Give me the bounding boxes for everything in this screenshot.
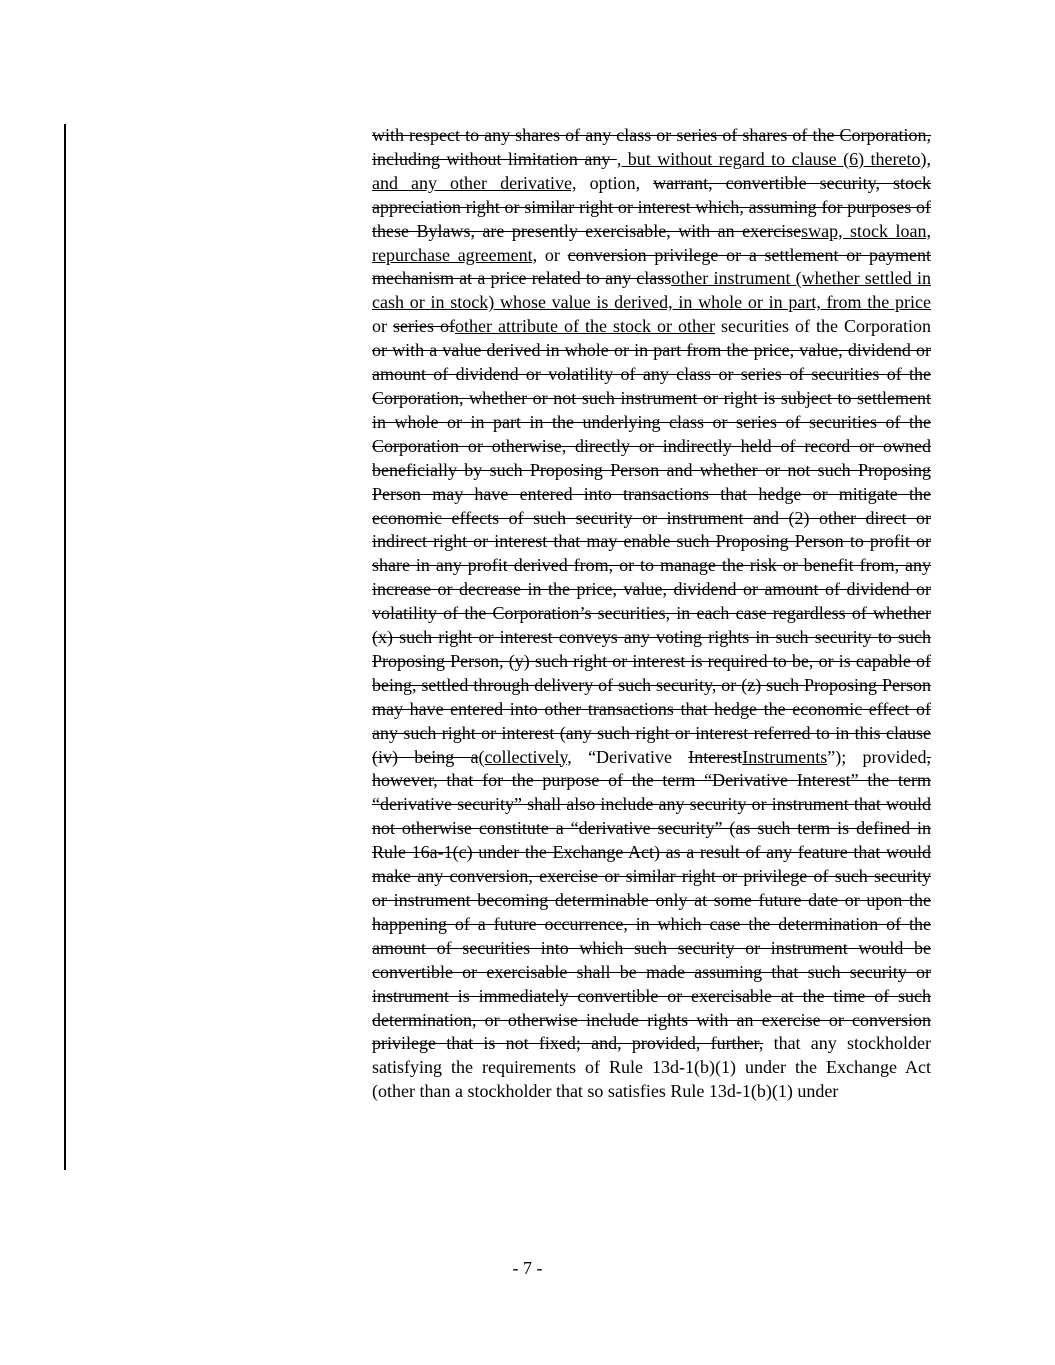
text-run: securities of the Corporation	[715, 316, 932, 337]
inserted-text: swap, stock loan, repurchase agreement,	[372, 220, 931, 265]
inserted-text: (collectively,	[478, 746, 572, 767]
text-run: or	[537, 244, 568, 265]
text-run: or	[372, 316, 394, 337]
inserted-text: other instrument (whether settled in cash or in stock) whose value is derived, in whole or in part, from the price	[372, 268, 931, 313]
deleted-text: with respect to any shares of any class or series of shares of the Corporation, including without limitation any	[372, 125, 931, 169]
body-paragraph	[372, 124, 931, 1104]
inserted-text: Instruments	[742, 746, 828, 767]
page-number: - 7 -	[512, 1258, 543, 1278]
deleted-text: Interest	[688, 746, 743, 767]
text-run: ”); provided	[827, 746, 927, 767]
text-run: “Derivative	[571, 746, 689, 767]
inserted-text: , but without regard to clause (6) thereto), and any other derivative,	[372, 148, 931, 193]
text-run: that any stockholder satisfying the requirements of Rule 13d-1(b)(1) under the Exchange Act (other than a stockholder that so satisfies Rule 13d-1(b)(1) under	[372, 1033, 931, 1102]
deleted-text: conversion privilege or a settlement or payment mechanism at a price related to any class	[372, 244, 931, 289]
deleted-text: , however, that for the purpose of the term “Derivative Interest” the term “derivative security” shall also include any security or instrument that would not otherwise constitute a “derivative security” (as such term is defined in Rule 16a-1(c) under the Exchange Act) as a result of any feature that would make any conversion, exercise or similar right or privilege of such security or instrument becoming determinable only at some future date or upon the happening of a future occurrence, in which case the determination of the amount of securities into which such security or instrument would be convertible or exercisable shall be made assuming that such security or instrument is immediately convertible or exercisable at the time of such determination, or otherwise include rights with an exercise or conversion privilege that is not fixed; and, provided, further,	[372, 746, 931, 1054]
text-run: option,	[576, 172, 654, 193]
change-bar	[64, 124, 66, 1170]
deleted-text: or with a value derived in whole or in part from the price, value, dividend or amount of dividend or volatility of any class or series of securities of the Corporation, whether or not such instrument or right is subject to settlement in whole or in part in the underlying class or series of securities of the Corporation or otherwise, directly or indirectly held of record or owned beneficially by such Proposing Person and whether or not such Proposing Person may have entered into transactions that hedge or mitigate the economic effects of such security or instrument and (2) other direct or indirect right or interest that may enable such Proposing Person to profit or share in any profit derived from, or to manage the risk or benefit from, any increase or decrease in the price, value, dividend or amount of dividend or volatility of the Corporation’s securities, in each case regardless of whether (x) such right or interest conveys any voting rights in such security to such Proposing Person, (y) such right or interest is required to be, or is capable of being, settled through delivery of such security, or (z) such Proposing Person may have entered into other transactions that hedge the economic effect of any such right or interest (any such right or interest referred to in this clause (iv) being a	[372, 340, 931, 767]
deleted-text: series of	[393, 316, 456, 337]
deleted-text: warrant, convertible security, stock appreciation right or similar right or interest which, assuming for purposes of these Bylaws, are presently exercisable, with an exercise	[372, 172, 931, 241]
inserted-text: other attribute of the stock or other	[455, 316, 716, 337]
